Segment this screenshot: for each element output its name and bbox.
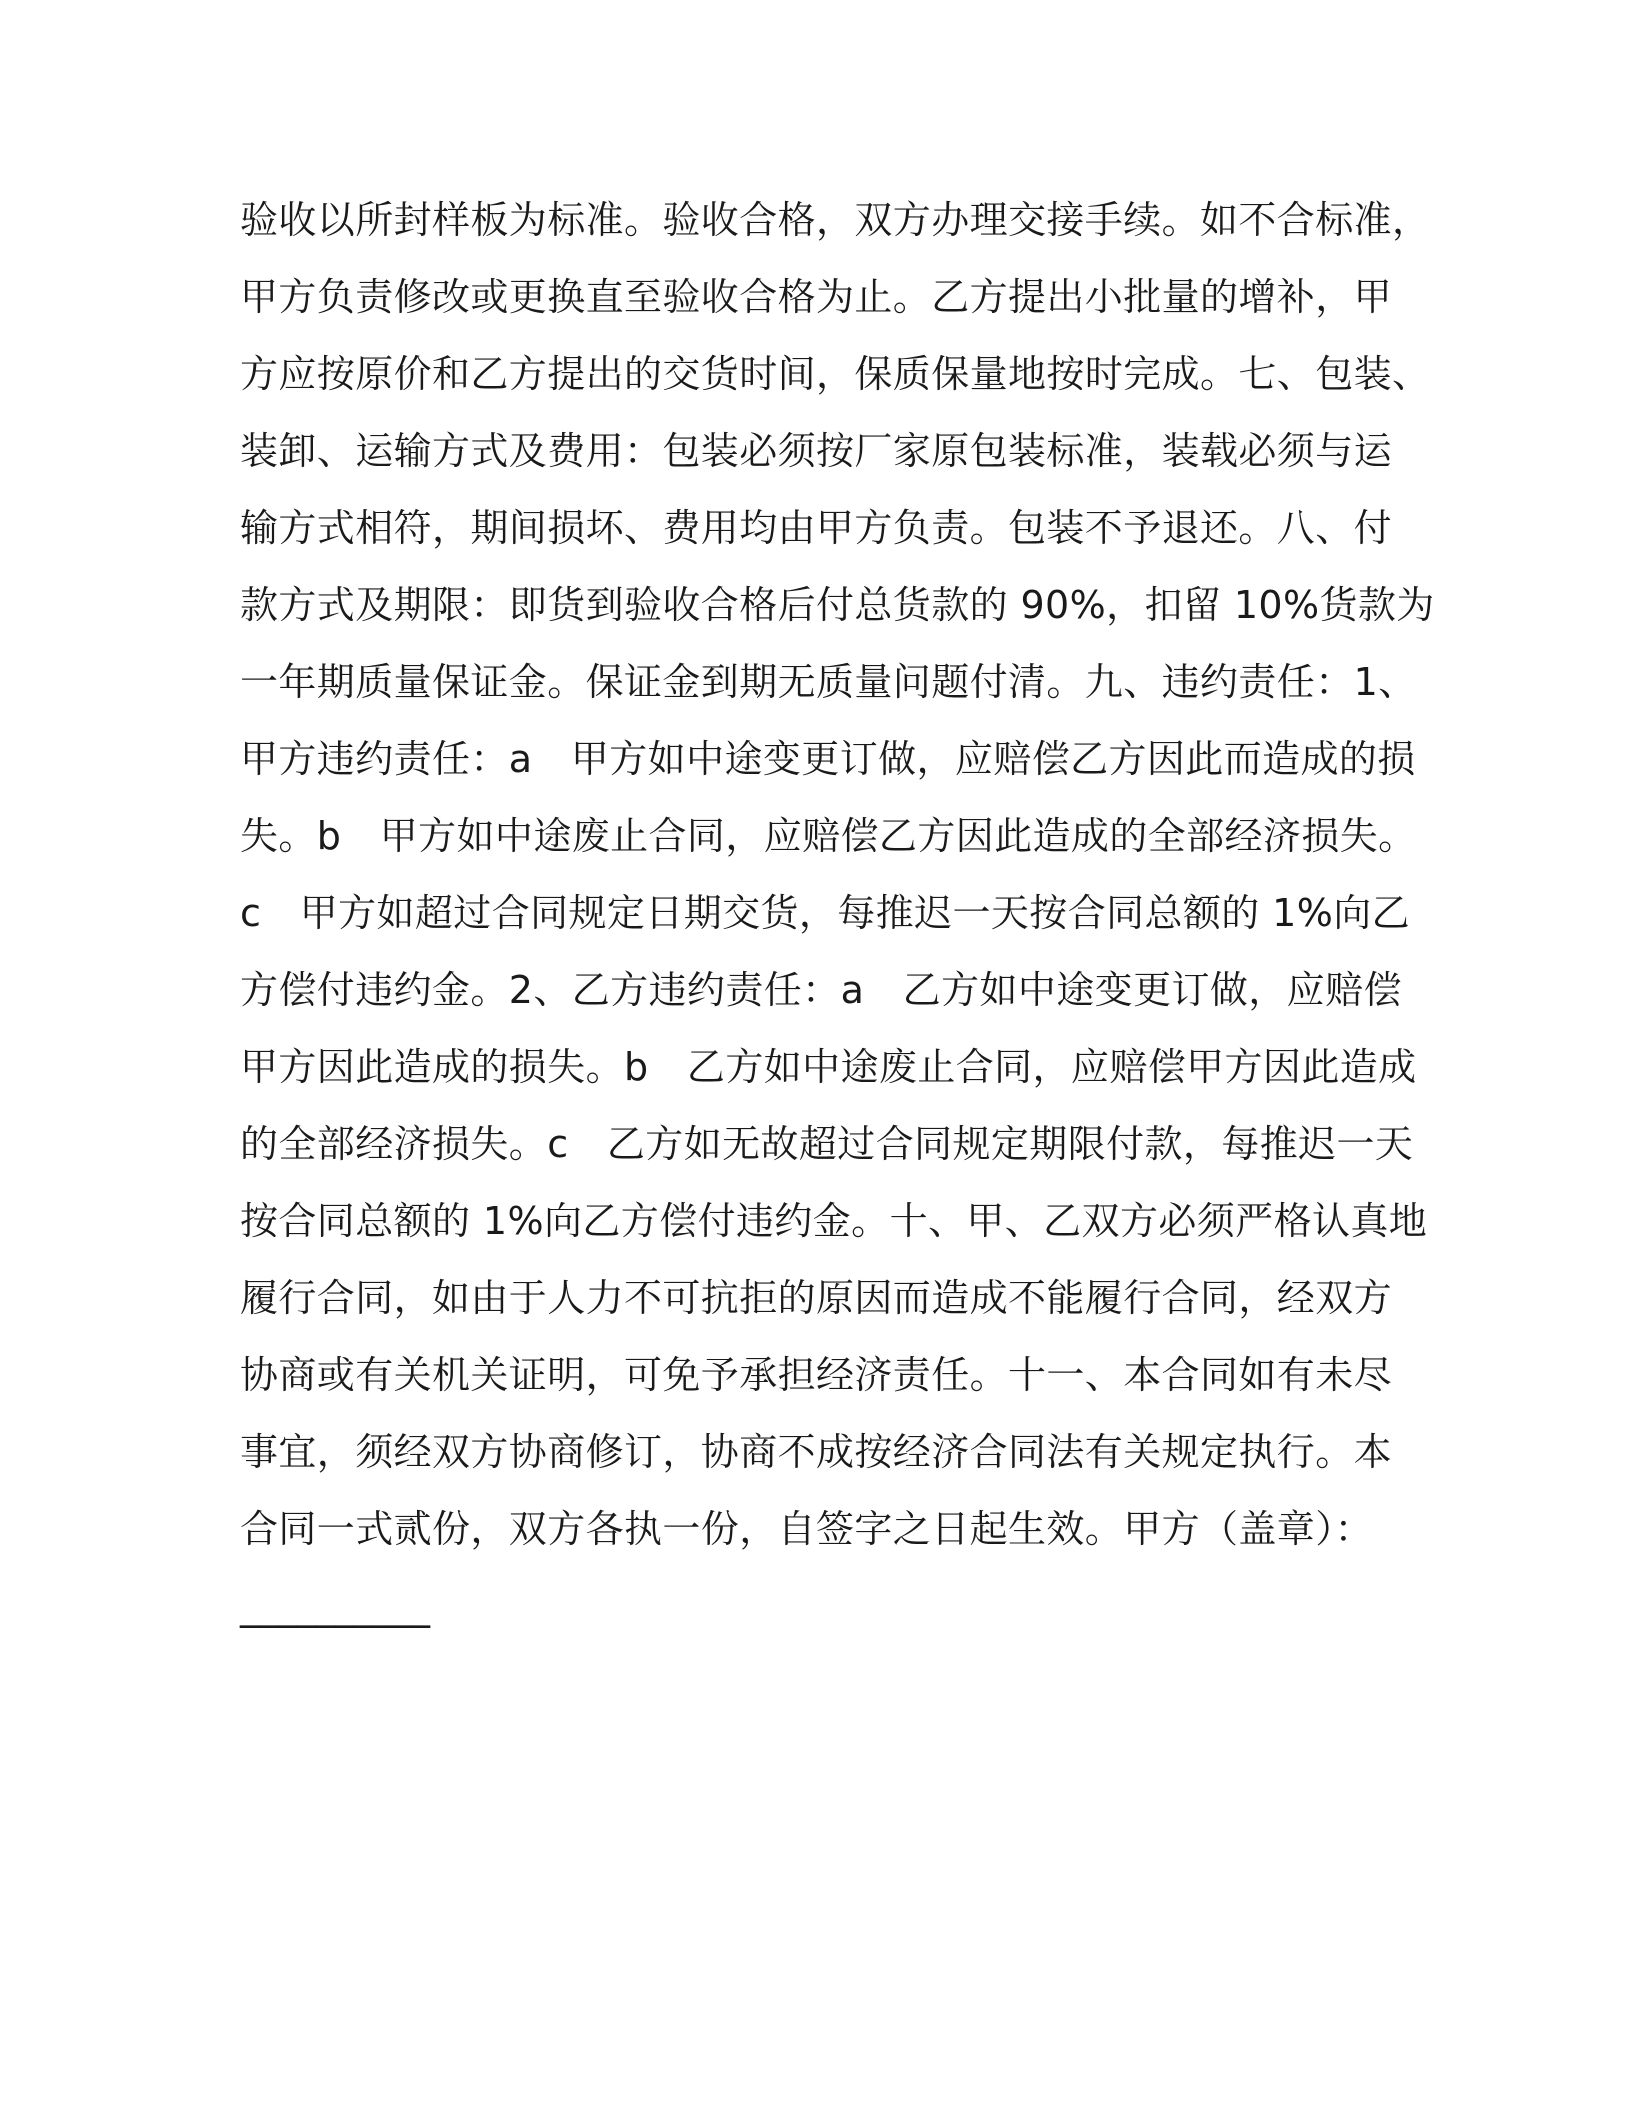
text-line: 甲方违约责任：a 甲方如中途变更订做，应赔偿乙方因此而造成的损: [240, 737, 1416, 781]
text-line: 一年期质量保证金。保证金到期无质量问题付清。九、违约责任：1、: [240, 660, 1417, 704]
text-line: 甲方因此造成的损失。b 乙方如中途废止合同，应赔偿甲方因此造成: [240, 1045, 1417, 1089]
text-line: 履行合同，如由于人力不可抗拒的原因而造成不能履行合同，经双方: [240, 1276, 1393, 1320]
text-line: c 甲方如超过合同规定日期交货，每推迟一天按合同总额的 1%向乙: [240, 891, 1411, 935]
text-line: 装卸、运输方式及费用：包装必须按厂家原包装标准，装载必须与运: [240, 429, 1393, 473]
text-line: 甲方负责修改或更换直至验收合格为止。乙方提出小批量的增补，甲: [240, 275, 1393, 319]
signature-blank: __________: [240, 1584, 430, 1628]
text-line: 验收以所封样板为标准。验收合格，双方办理交接手续。如不合标准，: [240, 198, 1431, 242]
text-line: 款方式及期限：即货到验收合格后付总货款的 90%，扣留 10%货款为: [240, 583, 1435, 627]
text-line: 方应按原价和乙方提出的交货时间，保质保量地按时完成。七、包装、: [240, 352, 1431, 396]
text-line: 失。b 甲方如中途废止合同，应赔偿乙方因此造成的全部经济损失。: [240, 814, 1417, 858]
text-line: 协商或有关机关证明，可免予承担经济责任。十一、本合同如有未尽: [240, 1353, 1393, 1397]
text-line: 合同一式贰份，双方各执一份，自签字之日起生效。甲方（盖章）：: [240, 1507, 1374, 1551]
contract-body-text: [240, 192, 1435, 1655]
text-line: 方偿付违约金。2、乙方违约责任：a 乙方如中途变更订做，应赔偿: [240, 968, 1402, 1012]
text-line: 输方式相符，期间损坏、费用均由甲方负责。包装不予退还。八、付: [240, 506, 1393, 550]
text-line: 事宜，须经双方协商修订，协商不成按经济合同法有关规定执行。本: [240, 1430, 1393, 1474]
text-line: 按合同总额的 1%向乙方偿付违约金。十、甲、乙双方必须严格认真地: [240, 1199, 1428, 1243]
text-line: 的全部经济损失。c 乙方如无故超过合同规定期限付款，每推迟一天: [240, 1122, 1414, 1166]
